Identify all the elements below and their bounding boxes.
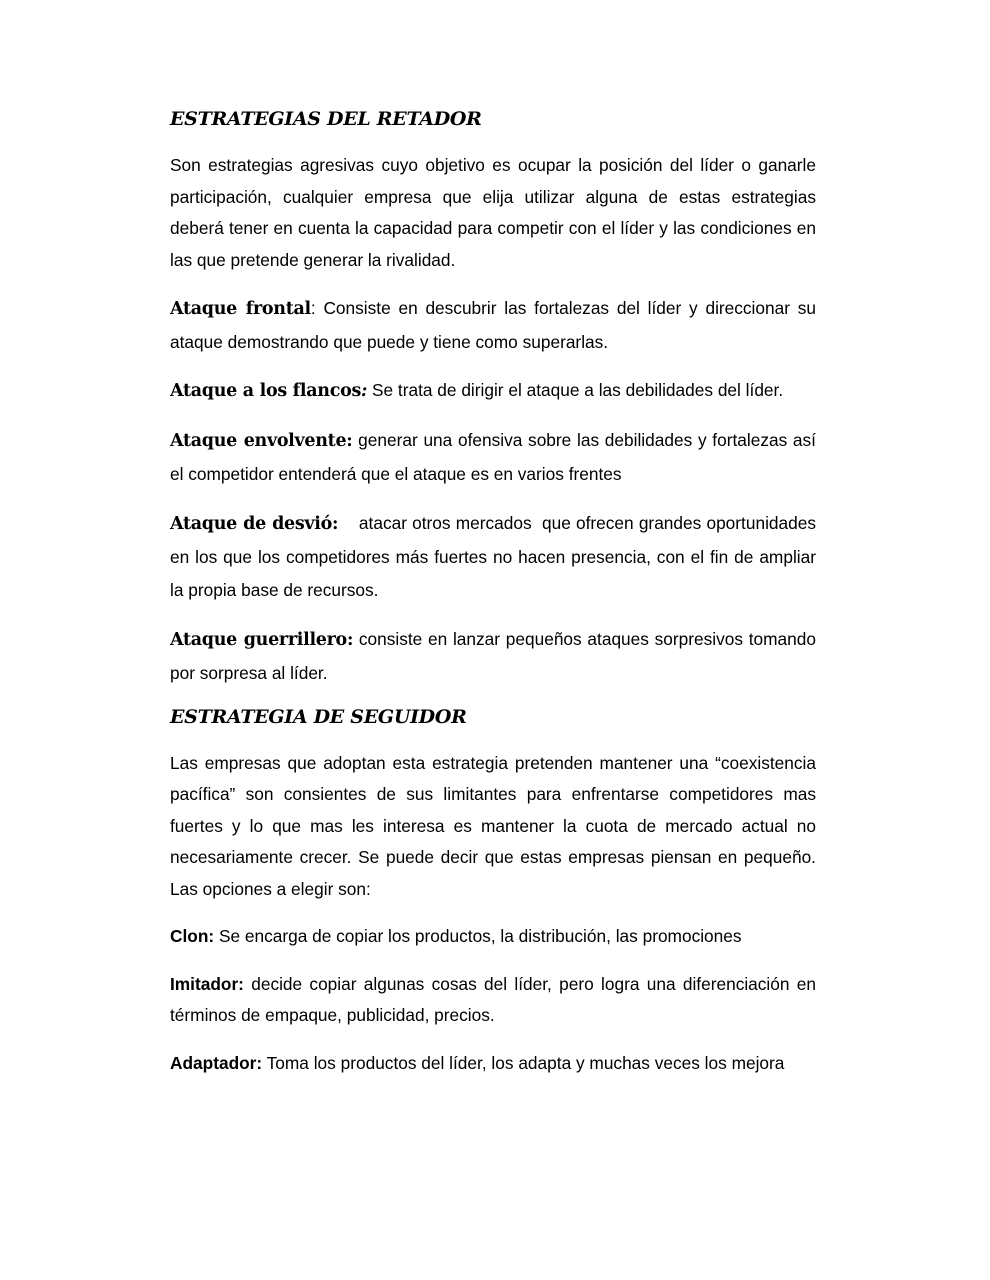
term-ataque-frontal: Ataque frontal	[170, 299, 311, 319]
term-ataque-guerrillero: Ataque guerrillero	[170, 629, 347, 650]
sep-ataque-desvio: :	[332, 513, 339, 534]
term-adaptador: Adaptador:	[170, 1052, 263, 1073]
seguidor-intro: Las empresas que adoptan esta estrategia pretenden mantener una “coexistencia pacífica” son consientes de sus limitantes para enfrentarse competidores mas fuertes y lo que mas les interesa es mantener la cuota de mercado actual no necesariamente crecer. Se puede decir que estas empresas piensan en pequeño. Las opciones a elegir son:	[170, 752, 816, 899]
text-ataque-envolvente: generar una ofensiva sobre las debilidades y fortalezas así el competidor entenderá que el ataque es en varios frentes	[170, 429, 816, 484]
sep-ataque-flancos: :	[361, 381, 368, 401]
term-clon: Clon:	[170, 926, 215, 946]
term-imitador: Imitador:	[170, 973, 244, 994]
item-imitador	[170, 969, 816, 1032]
section-title-seguidor: ESTRATEGIA DE SEGUIDOR	[170, 705, 467, 728]
sep-ataque-guerrillero: :	[346, 629, 354, 650]
term-ataque-desvio: Ataque de desvió	[170, 513, 333, 534]
term-ataque-envolvente: Ataque envolvente	[170, 430, 347, 451]
sep-ataque-frontal: :	[310, 298, 316, 318]
document-page	[170, 108, 821, 1095]
item-ataque-desvio	[170, 507, 821, 607]
item-ataque-guerrillero	[170, 623, 816, 690]
item-adaptador	[170, 1048, 816, 1080]
item-clon	[170, 921, 816, 953]
item-ataque-envolvente	[170, 424, 816, 491]
text-ataque-desvio: atacar otros mercados que ofrecen grandes oportunidades en los que los competidores más fuertes no hacen presencia, con el fin de ampliar la propia base de recursos.	[170, 512, 821, 600]
term-ataque-flancos: Ataque a los flancos	[170, 381, 361, 401]
text-ataque-guerrillero: consiste en lanzar pequeños ataques sorpresivos tomando por sorpresa al líder.	[170, 628, 817, 683]
text-adaptador: Toma los productos del líder, los adapta y muchas veces los mejora	[262, 1052, 785, 1073]
section-title-retador: ESTRATEGIAS DEL RETADOR	[170, 108, 482, 130]
item-ataque-flancos	[170, 375, 816, 408]
text-ataque-frontal: Consiste en descubrir las fortalezas del líder y direccionar su ataque demostrando que puede y tiene como superarlas.	[170, 298, 816, 352]
text-imitador: decide copiar algunas cosas del líder, pero logra una diferenciación en términos de empaque, publicidad, precios.	[170, 973, 816, 1025]
item-ataque-frontal	[170, 292, 816, 359]
text-ataque-flancos: Se trata de dirigir el ataque a las debilidades del líder.	[367, 380, 784, 400]
text-clon: Se encarga de copiar los productos, la distribución, las promociones	[214, 926, 742, 946]
sep-ataque-envolvente: :	[346, 430, 353, 451]
retador-intro: Son estrategias agresivas cuyo objetivo es ocupar la posición del líder o ganarle participación, cualquier empresa que elija utilizar alguna de estas estrategias deberá tener en cuenta la capacidad para competir con el líder y las condiciones en las que pretende generar la rivalidad.	[170, 155, 816, 270]
